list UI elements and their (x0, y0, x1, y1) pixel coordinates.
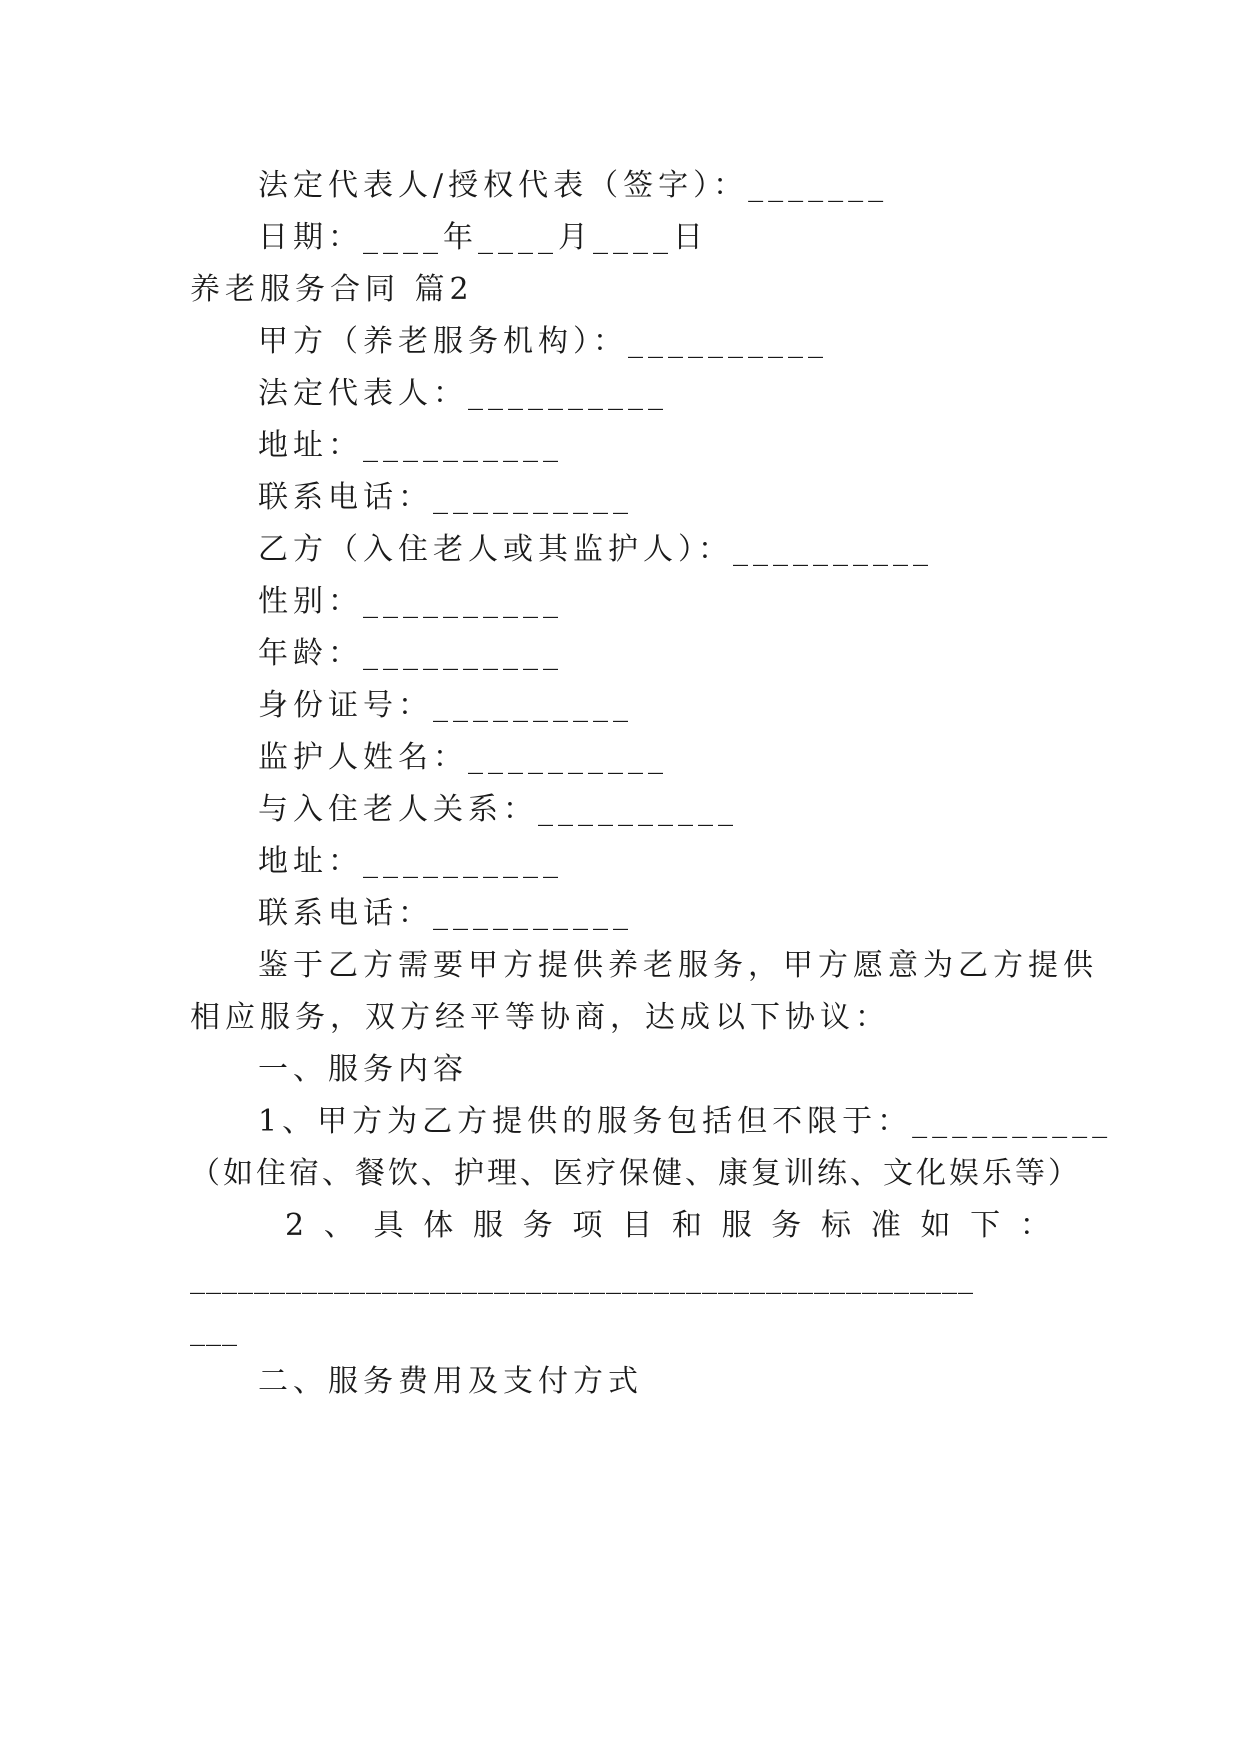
gender-field: 性别：__________ (258, 584, 563, 619)
clause-1-2-char: 2 (285, 1208, 305, 1243)
age-field: 年龄：__________ (258, 636, 563, 671)
clause-1-2-char: 如 (920, 1208, 951, 1243)
clause-1-2-char: 和 (671, 1208, 702, 1243)
clause-1-2-char: 目 (622, 1208, 653, 1243)
section-heading-2: 二、服务费用及支付方式 (258, 1364, 643, 1399)
preamble-line-2: 相应服务，双方经平等协商，达成以下协议： (190, 1000, 890, 1035)
party-b-field: 乙方（入住老人或其监护人）：__________ (258, 532, 933, 567)
preamble-line-1: 鉴于乙方需要甲方提供养老服务，甲方愿意为乙方提供 (258, 948, 1098, 983)
clause-1-2-char: 服 (721, 1208, 752, 1243)
clause-1-2-char: 下 (970, 1208, 1001, 1243)
clause-1-2-char: 准 (870, 1208, 901, 1243)
clause-1-2-char: 项 (572, 1208, 603, 1243)
clause-1-2-char: ： (1019, 1208, 1050, 1243)
legal-rep-field: 法定代表人：__________ (258, 376, 668, 411)
clause-1-2-char: 服 (472, 1208, 503, 1243)
clause-1-1-examples: （如住宿、餐饮、护理、医疗保健、康复训练、文化娱乐等） (190, 1156, 1081, 1191)
blank-line-2: ___ (190, 1312, 238, 1347)
signature-line: 法定代表人/授权代表（签字）：_______ (258, 168, 889, 203)
blank-line-1: _________________________________________________ (190, 1260, 974, 1295)
clause-1-2-char: 标 (821, 1208, 851, 1243)
clause-1-1: 1、甲方为乙方提供的服务包括但不限于：__________ (258, 1104, 1113, 1139)
party-a-address-field: 地址：__________ (258, 428, 563, 463)
id-number-field: 身份证号：__________ (258, 688, 633, 723)
clause-1-2 (285, 1206, 1050, 1246)
clause-1-2-char: 务 (522, 1208, 553, 1243)
party-a-field: 甲方（养老服务机构）：__________ (258, 324, 828, 359)
clause-1-2-char: 体 (423, 1208, 454, 1243)
contract-title: 养老服务合同 篇2 (190, 272, 474, 307)
guardian-name-field: 监护人姓名：__________ (258, 740, 668, 775)
date-line: 日期：____年____月____日 (258, 220, 708, 255)
clause-1-2-char: 务 (771, 1208, 802, 1243)
party-b-address-field: 地址：__________ (258, 844, 563, 879)
clause-1-2-char: 、 (323, 1208, 354, 1243)
section-heading-1: 一、服务内容 (258, 1052, 468, 1087)
party-b-phone-field: 联系电话：__________ (258, 896, 633, 931)
party-a-phone-field: 联系电话：__________ (258, 480, 633, 515)
relationship-field: 与入住老人关系：__________ (258, 792, 738, 827)
clause-1-2-char: 具 (373, 1208, 404, 1243)
